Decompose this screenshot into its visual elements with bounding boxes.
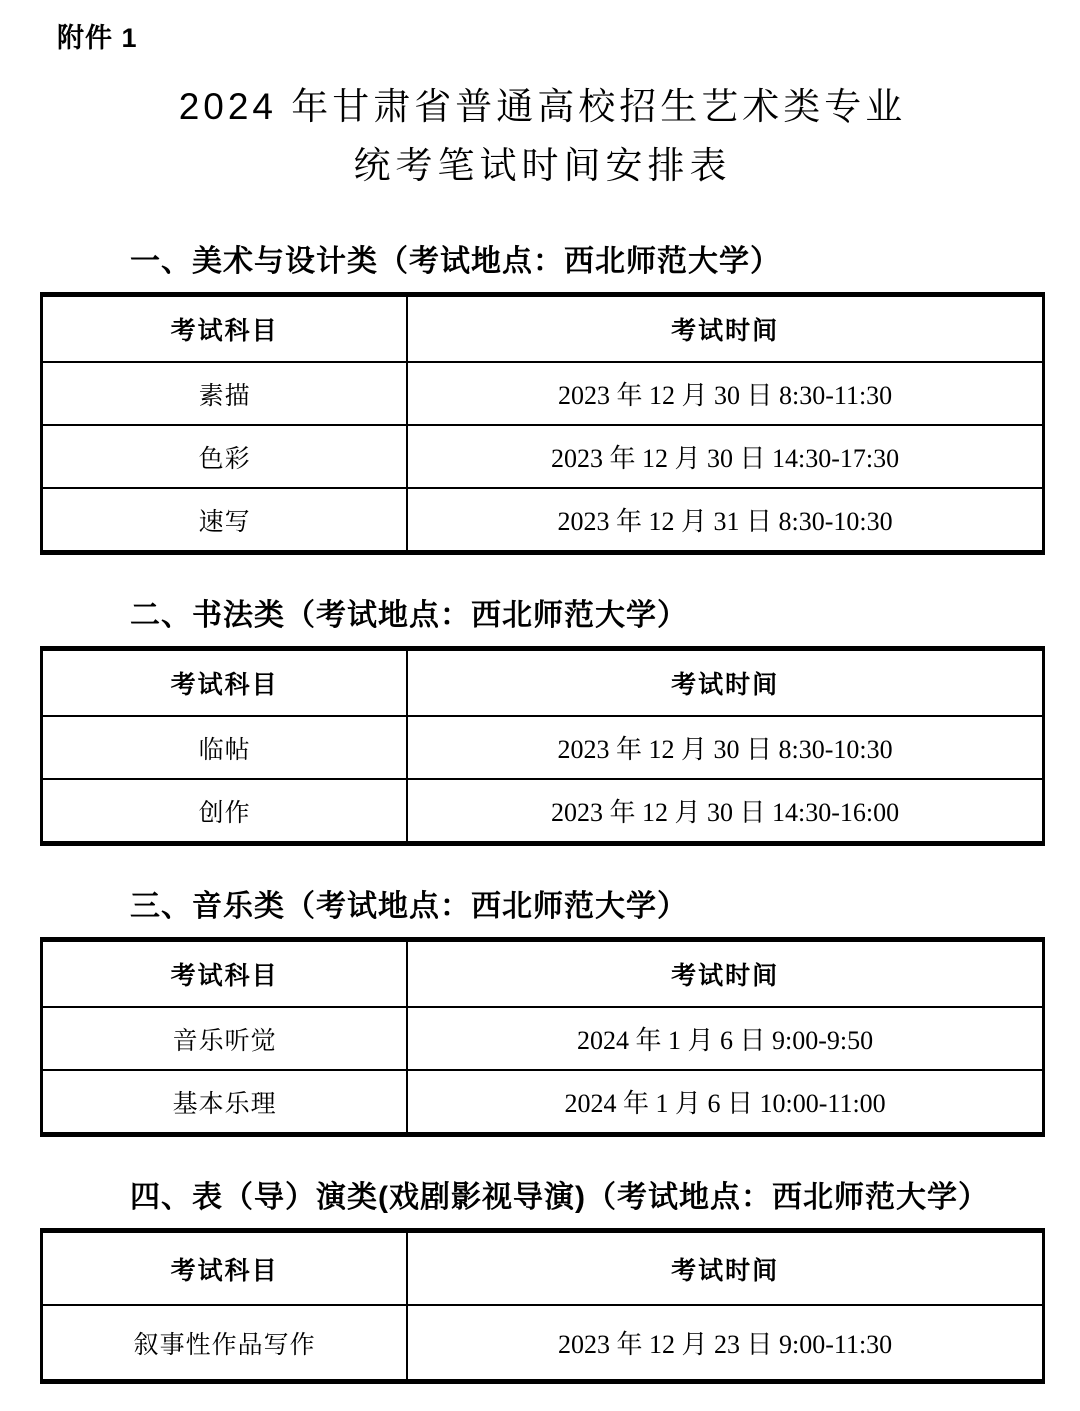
column-header-subject: 考试科目 xyxy=(42,1231,408,1306)
attachment-label: 附件 1 xyxy=(57,23,138,53)
column-header-time: 考试时间 xyxy=(407,1231,1043,1306)
column-header-time: 考试时间 xyxy=(407,940,1043,1008)
section-4-heading: 四、表（导）演类(戏剧影视导演)（考试地点：西北师范大学） xyxy=(130,1181,989,1214)
table-row xyxy=(42,425,1044,488)
time-cell: 2023 年 12 月 30 日 8:30-10:30 xyxy=(407,716,1043,779)
doc-title xyxy=(40,77,1045,195)
time-cell: 2023 年 12 月 30 日 8:30-11:30 xyxy=(407,362,1043,425)
column-header-subject: 考试科目 xyxy=(42,295,408,363)
table-row xyxy=(42,1007,1044,1070)
column-header-subject: 考试科目 xyxy=(42,649,408,717)
subject-cell: 素描 xyxy=(42,362,408,425)
table-row xyxy=(42,779,1044,844)
table-row xyxy=(42,488,1044,553)
time-cell: 2023 年 12 月 23 日 9:00-11:30 xyxy=(407,1305,1043,1382)
table-header-row xyxy=(42,1231,1044,1306)
table-header-row xyxy=(42,295,1044,363)
time-cell: 2023 年 12 月 30 日 14:30-16:00 xyxy=(407,779,1043,844)
table-header-row xyxy=(42,649,1044,717)
section-3-heading: 三、音乐类（考试地点：西北师范大学） xyxy=(130,890,688,923)
time-cell: 2023 年 12 月 30 日 14:30-17:30 xyxy=(407,425,1043,488)
doc-title-line1: 2024 年甘肃省普通高校招生艺术类专业 xyxy=(178,86,907,127)
table-header-row xyxy=(42,940,1044,1008)
doc-title-line2: 统考笔试时间安排表 xyxy=(353,145,732,186)
table-row xyxy=(42,716,1044,779)
subject-cell: 色彩 xyxy=(42,425,408,488)
subject-cell: 基本乐理 xyxy=(42,1070,408,1135)
exam-table-4 xyxy=(40,1228,1045,1384)
exam-table-1 xyxy=(40,292,1045,555)
subject-cell: 速写 xyxy=(42,488,408,553)
exam-table-2 xyxy=(40,646,1045,846)
section-1-heading: 一、美术与设计类（考试地点：西北师范大学） xyxy=(130,245,781,278)
exam-table-3 xyxy=(40,937,1045,1137)
subject-cell: 创作 xyxy=(42,779,408,844)
table-row xyxy=(42,1070,1044,1135)
column-header-time: 考试时间 xyxy=(407,295,1043,363)
section-2-heading: 二、书法类（考试地点：西北师范大学） xyxy=(130,599,688,632)
table-row xyxy=(42,362,1044,425)
subject-cell: 临帖 xyxy=(42,716,408,779)
time-cell: 2024 年 1 月 6 日 10:00-11:00 xyxy=(407,1070,1043,1135)
time-cell: 2024 年 1 月 6 日 9:00-9:50 xyxy=(407,1007,1043,1070)
subject-cell: 叙事性作品写作 xyxy=(42,1305,408,1382)
column-header-subject: 考试科目 xyxy=(42,940,408,1008)
table-row xyxy=(42,1305,1044,1382)
time-cell: 2023 年 12 月 31 日 8:30-10:30 xyxy=(407,488,1043,553)
subject-cell: 音乐听觉 xyxy=(42,1007,408,1070)
column-header-time: 考试时间 xyxy=(407,649,1043,717)
